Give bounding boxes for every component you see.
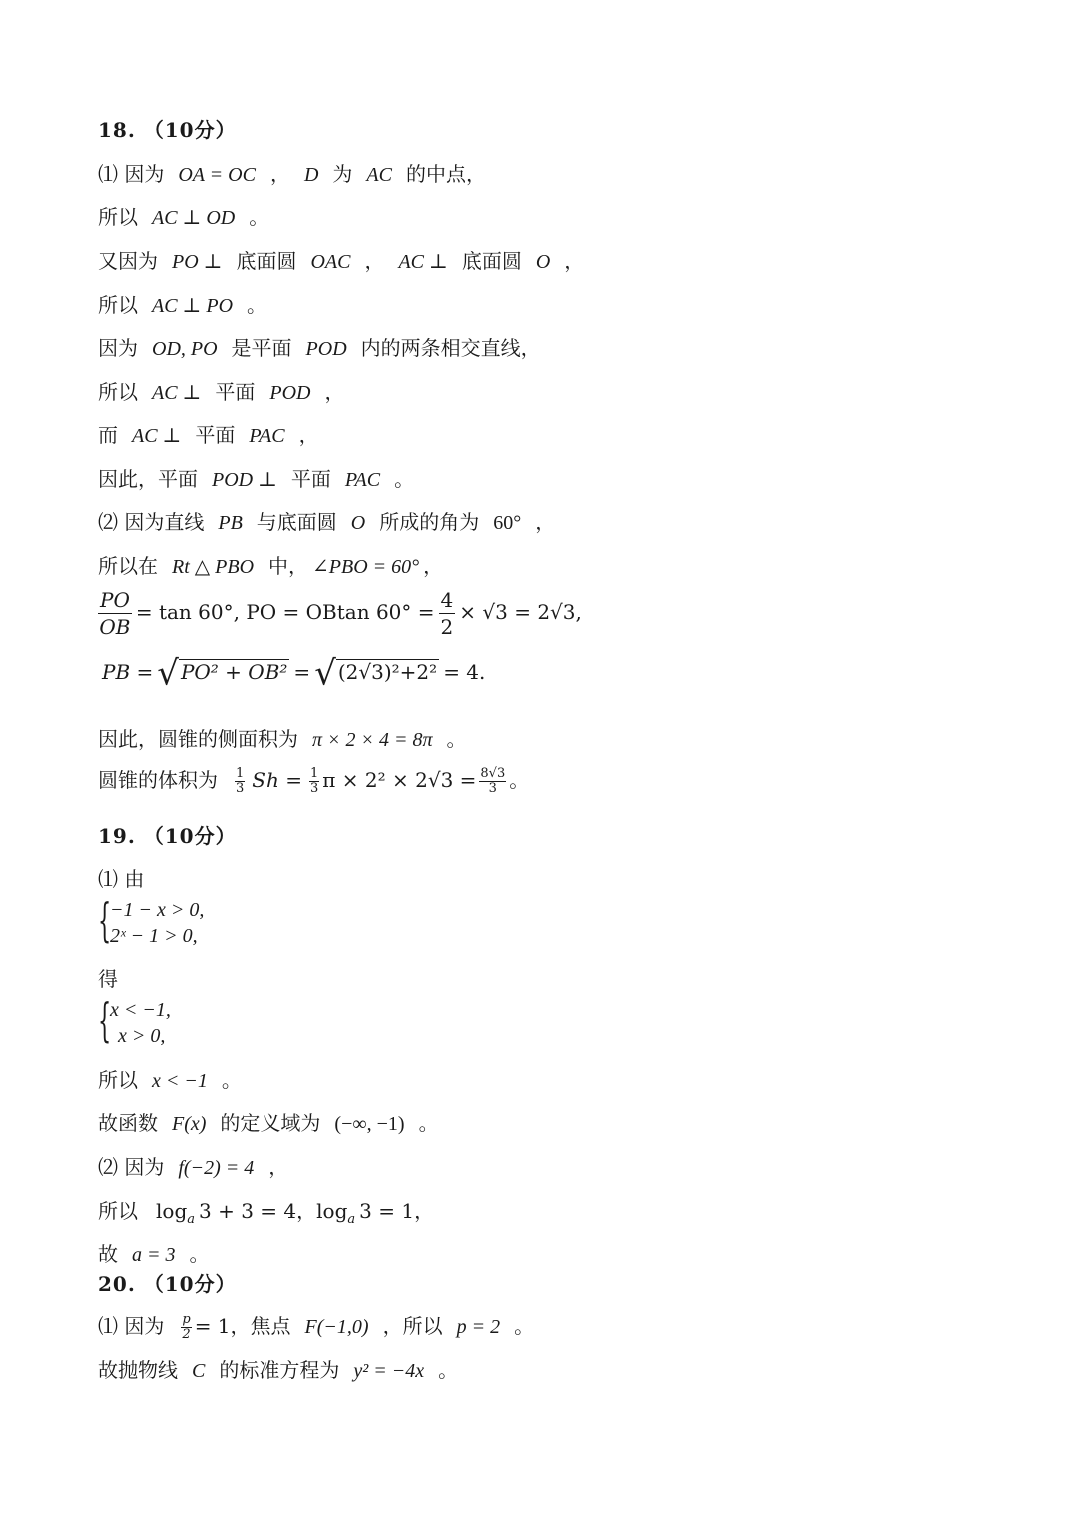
q18-line-11 (98, 585, 582, 640)
text: 圆锥的体积为 (98, 768, 218, 792)
math: = 4. (443, 660, 486, 684)
q18-line-8 (98, 465, 414, 494)
math: 3 = 1， (359, 1199, 435, 1223)
text: ⑵ 因为直线 (98, 510, 205, 534)
denominator: 3 (309, 781, 319, 796)
denominator: 2 (440, 615, 454, 639)
text: 所以 (98, 380, 138, 404)
numerator: p (182, 1312, 191, 1327)
text: 。 (514, 1314, 535, 1338)
math: O (350, 512, 366, 534)
sqrt-icon: √ (314, 653, 336, 694)
math: PB = (102, 660, 154, 684)
text: 底面圆 (461, 249, 522, 273)
q18-line-7 (98, 421, 319, 450)
denominator: OB (99, 615, 131, 639)
math: OAC (310, 251, 351, 273)
numerator: 1 (309, 766, 319, 781)
text: 因为 (98, 336, 138, 360)
text: 所以 (98, 205, 138, 229)
text: 所以 (98, 1199, 138, 1223)
text: 。 (438, 1358, 459, 1382)
text: 是平面 (231, 336, 292, 360)
math: = (293, 660, 311, 684)
equation: x > 0, (118, 1025, 166, 1047)
q19-line-6 (98, 1197, 434, 1234)
fraction (98, 587, 132, 640)
system-1 (110, 897, 204, 949)
text: 。 (446, 727, 467, 751)
math: AC ⊥ (132, 425, 182, 447)
text: 。 (249, 205, 270, 229)
text: 因此，平面 (98, 467, 198, 491)
text: 的定义域为 (220, 1111, 321, 1135)
math: POD ⊥ (212, 469, 277, 491)
q19-line-7 (98, 1240, 210, 1269)
q18-line-14 (98, 762, 529, 798)
text: 因此，圆锥的侧面积为 (98, 727, 298, 751)
q20-line-2 (98, 1356, 458, 1385)
text: 与底面圆 (256, 510, 337, 534)
equation: x < −1, (110, 999, 171, 1021)
text: 的中点， (405, 162, 486, 186)
text: 平面 (195, 423, 236, 447)
text: 而 (98, 423, 118, 447)
q18-line-9 (98, 508, 555, 537)
math: PAC (344, 469, 381, 491)
text: 故函数 (98, 1111, 158, 1135)
math: OD, PO (152, 338, 218, 360)
q18-line-6 (98, 378, 344, 407)
q19-line-4 (98, 1109, 439, 1138)
math: a = 3 (132, 1244, 176, 1266)
text: ， (423, 554, 444, 578)
fraction (439, 587, 456, 640)
fraction (309, 767, 319, 796)
sqrt-icon: √ (157, 653, 179, 694)
q18-header: 18. （10分） (98, 118, 237, 142)
text: 的标准方程为 (219, 1358, 340, 1382)
denominator: 3 (236, 781, 245, 796)
math: a (347, 1212, 356, 1227)
math: π × 2² × 2√3 = (322, 768, 477, 792)
math: ∠PBO = 60° (312, 556, 420, 578)
text: 底面圆 (236, 249, 297, 273)
text: 所以 (98, 293, 138, 317)
math: π × 2 × 4 = 8π (312, 729, 433, 751)
math: (2√3)²+2² (337, 660, 438, 684)
math: × √3 = 2√3, (459, 600, 582, 624)
q20-header: 20. （10分） (98, 1272, 237, 1296)
math: OA = OC (178, 164, 256, 186)
math: f(−2) = 4 (178, 1157, 255, 1179)
text: ， (324, 380, 345, 404)
text: ⑴ 因为 (98, 1314, 165, 1338)
math: POD (305, 338, 347, 360)
q18-line-12 (98, 652, 489, 692)
text: 。 (221, 1068, 242, 1092)
text: ⑵ 因为 (98, 1155, 165, 1179)
text: 。 (418, 1111, 439, 1135)
text: 。 (189, 1242, 210, 1266)
text: = 1，焦点 (194, 1314, 291, 1338)
text: ，所以 (382, 1314, 443, 1338)
fraction (235, 767, 245, 796)
math: a (187, 1212, 196, 1227)
q18-line-10 (98, 552, 443, 581)
text: 内的两条相交直线， (360, 336, 541, 360)
math: AC ⊥ OD (152, 207, 236, 229)
text: 平面 (290, 467, 331, 491)
math: F(x) (172, 1113, 207, 1135)
text: 所以 (98, 1068, 138, 1092)
text: 。 (247, 293, 268, 317)
text: 中， (268, 554, 309, 578)
brace-icon: { (98, 893, 112, 947)
math: 3 + 3 = 4， (199, 1199, 317, 1223)
q19-line-1: ⑴ 由 (98, 867, 145, 891)
denominator: 3 (488, 781, 497, 796)
math: AC ⊥ (398, 251, 448, 273)
q18-line-3 (98, 247, 584, 276)
numerator: 8√3 (480, 766, 506, 781)
q19-line-5 (98, 1153, 288, 1182)
text: ， (298, 423, 319, 447)
denominator: 2 (182, 1327, 191, 1342)
text: ， (364, 249, 385, 273)
text: ， (269, 162, 290, 186)
brace-icon: { (98, 993, 112, 1047)
q20-line-1 (98, 1308, 534, 1345)
text: 所成的角为 (379, 510, 480, 534)
math: PO ⊥ (172, 251, 223, 273)
math: log (316, 1199, 348, 1223)
math: (−∞, −1) (334, 1113, 405, 1135)
q19-line-3 (98, 1066, 242, 1095)
q18-line-5 (98, 334, 541, 363)
system-2 (110, 997, 171, 1049)
math: p = 2 (456, 1316, 501, 1338)
math: x < −1 (152, 1070, 208, 1092)
numerator: 1 (236, 766, 245, 781)
numerator: 4 (440, 588, 454, 612)
q18-line-2 (98, 203, 269, 232)
math: log (156, 1199, 188, 1223)
math: D (303, 164, 319, 186)
text: 又因为 (98, 249, 158, 273)
fraction (479, 767, 506, 796)
text: ⑴ 因为 (98, 162, 165, 186)
math: Rt △ PBO (172, 556, 255, 578)
math: C (192, 1360, 206, 1382)
equation: −1 − x > 0, (110, 899, 205, 921)
math: PO² + OB² (180, 660, 288, 684)
text: 为 (332, 162, 353, 186)
text: ， (268, 1155, 289, 1179)
text: 平面 (215, 380, 256, 404)
math: y² = −4x (353, 1360, 425, 1382)
q19-line-2: 得 (98, 967, 118, 991)
text: 。 (394, 467, 415, 491)
fraction (181, 1313, 191, 1342)
math: AC ⊥ (152, 382, 202, 404)
math: PB (218, 512, 243, 534)
q18-line-4 (98, 291, 267, 320)
text: 所以在 (98, 554, 158, 578)
math: = tan 60°, PO = OBtan 60° = (135, 600, 435, 624)
q18-line-13 (98, 725, 467, 754)
text: ， (564, 249, 585, 273)
math: POD (269, 382, 311, 404)
text: 故抛物线 (98, 1358, 178, 1382)
math: 60° (493, 512, 522, 534)
numerator: PO (100, 588, 130, 612)
math: O (535, 251, 551, 273)
q19-header: 19. （10分） (98, 824, 237, 848)
text: ， (535, 510, 556, 534)
math: AC ⊥ PO (152, 295, 234, 317)
text: 故 (98, 1242, 118, 1266)
text: 。 (509, 768, 530, 792)
math: F(−1,0) (304, 1316, 369, 1338)
math: AC (366, 164, 392, 186)
math: PAC (249, 425, 285, 447)
q18-line-1 (98, 160, 486, 189)
math: Sh = (252, 768, 302, 792)
equation: 2ˣ − 1 > 0, (110, 925, 198, 947)
